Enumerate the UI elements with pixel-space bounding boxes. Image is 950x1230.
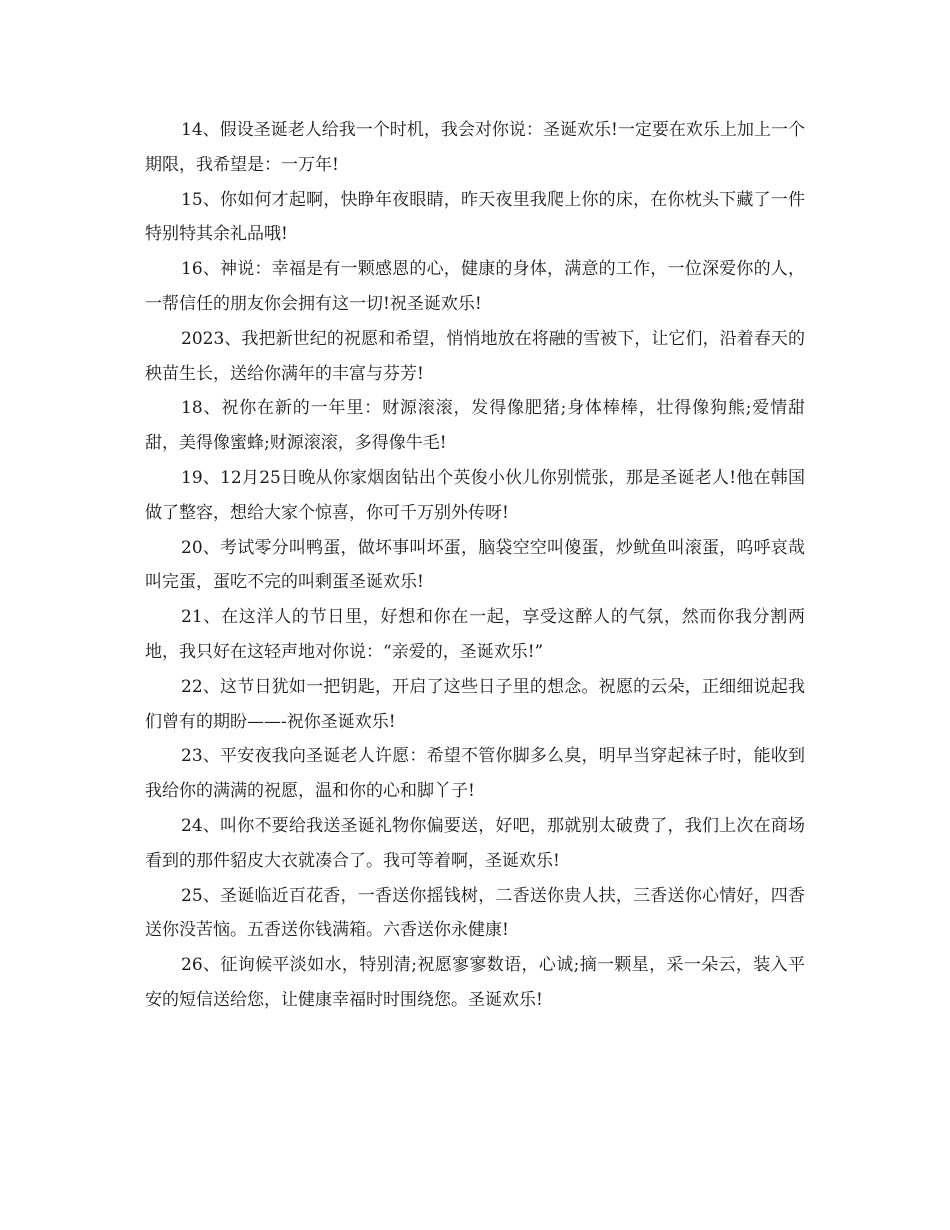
paragraph-24: 24、叫你不要给我送圣诞礼物你偏要送，好吧，那就别太破费了，我们上次在商场看到的那件貂皮大衣就凑合了。我可等着啊，圣诞欢乐! xyxy=(145,815,805,871)
paragraph-15: 15、你如何才起啊，快睁年夜眼睛，昨天夜里我爬上你的床，在你枕头下藏了一件特别特其余礼品哦! xyxy=(145,189,805,245)
paragraph-18: 18、祝你在新的一年里：财源滚滚，发得像肥猪;身体棒棒，壮得像狗熊;爱情甜甜，美得像蜜蜂;财源滚滚，多得像牛毛! xyxy=(145,398,805,454)
paragraph-23: 23、平安夜我向圣诞老人许愿：希望不管你脚多么臭，明早当穿起袜子时，能收到我给你的满满的祝愿，温和你的心和脚丫子! xyxy=(145,746,805,802)
paragraph-20: 20、考试零分叫鸭蛋，做坏事叫坏蛋，脑袋空空叫傻蛋，炒鱿鱼叫滚蛋，呜呼哀哉叫完蛋，蛋吃不完的叫剩蛋圣诞欢乐! xyxy=(145,537,805,593)
paragraph-25: 25、圣诞临近百花香，一香送你摇钱树，二香送你贵人扶，三香送你心情好，四香送你没苦恼。五香送你钱满箱。六香送你永健康! xyxy=(145,885,805,941)
paragraph-19: 19、12月25日晚从你家烟囱钻出个英俊小伙儿你别慌张，那是圣诞老人!他在韩国做了整容，想给大家个惊喜，你可千万别外传呀! xyxy=(145,467,805,523)
paragraph-22: 22、这节日犹如一把钥匙，开启了这些日子里的想念。祝愿的云朵，正细细说起我们曾有的期盼——-祝你圣诞欢乐! xyxy=(145,676,805,732)
document-body xyxy=(145,113,805,1018)
paragraph-14: 14、假设圣诞老人给我一个时机，我会对你说：圣诞欢乐!一定要在欢乐上加上一个期限，我希望是：一万年! xyxy=(145,120,805,175)
paragraph-2023: 2023、我把新世纪的祝愿和希望，悄悄地放在将融的雪被下，让它们，沿着春天的秧苗生长，送给你满年的丰富与芬芳! xyxy=(145,328,805,384)
paragraph-21: 21、在这洋人的节日里，好想和你在一起，享受这醉人的气氛，然而你我分割两地，我只好在这轻声地对你说：“亲爱的，圣诞欢乐!” xyxy=(145,607,805,662)
paragraph-26: 26、征询候平淡如水，特别清;祝愿寥寥数语，心诚;摘一颗星，采一朵云，装入平安的短信送给您，让健康幸福时时围绕您。圣诞欢乐! xyxy=(145,955,805,1010)
paragraph-16: 16、神说：幸福是有一颗感恩的心，健康的身体，满意的工作，一位深爱你的人，一帮信任的朋友你会拥有这一切!祝圣诞欢乐! xyxy=(145,259,805,314)
